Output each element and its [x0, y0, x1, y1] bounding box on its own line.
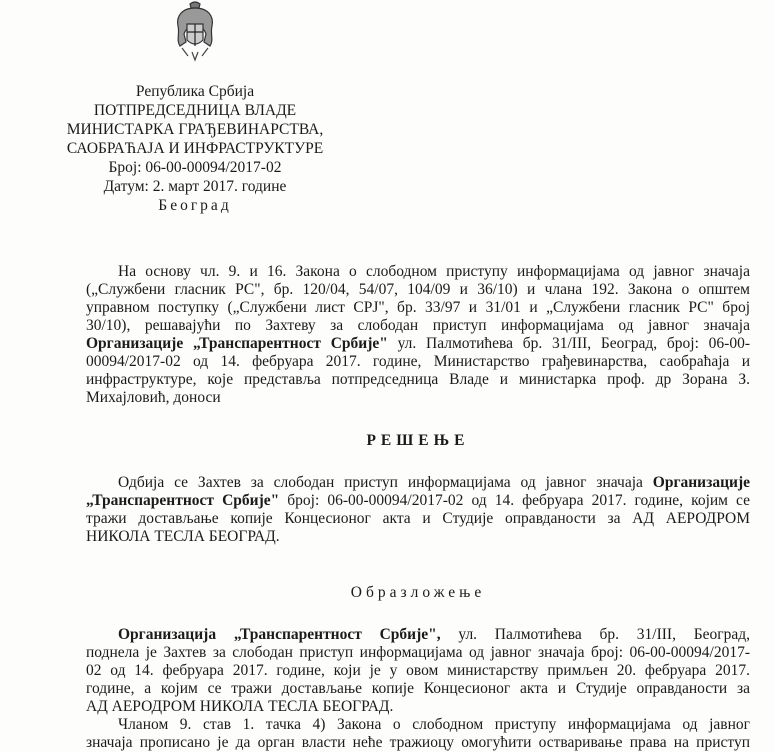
rationale-paragraph [86, 626, 750, 752]
decision-heading: РЕШЕЊЕ [366, 432, 470, 449]
office-title: ПОТПРЕДСЕДНИЦА ВЛАДЕ [93, 102, 297, 119]
text-line: НИКОЛА ТЕСЛА БЕОГРАД. [86, 528, 280, 545]
issuer-header [30, 82, 360, 215]
text-line: поднела је Захтев за слободан приступ информацијама од јавног значаја број: 06-00-00094/2017- [86, 644, 750, 661]
text-line: инфраструктуре, које представља потпредседница Владе и министарка проф. др Зорана З. [86, 371, 750, 388]
text-line: године, а којим се тражи достављање копије Концесионог акта и Студије оправданости за [86, 680, 750, 697]
text-line: На основу чл. 9. и 16. Закона о слободном приступу информацијама од јавног значаја [118, 263, 750, 280]
text-line: тражи достављање копије Концесионог акта и Студије оправданости за АД АЕРОДРОМ [86, 510, 750, 527]
text-line: 00094/2017-02 од 14. фебруара 2017. године, Министарство грађевинарства, саобраћаја и [86, 353, 750, 370]
document-number: Број: 06-00-00094/2017-02 [108, 159, 282, 176]
text-line: 30/10), решавајући по Захтеву за слободан приступ информацијама од јавног значаја [86, 317, 750, 334]
text-line: „Транспарентност Србије" број: 06-00-00094/2017-02 од 14. фебруара 2017. године, којим се [86, 492, 751, 509]
ministry-title-line1: МИНИСТАРКА ГРАЂЕВИНАРСТВА, [66, 121, 324, 138]
document-date: Датум: 2. март 2017. године [103, 178, 287, 195]
text-line: Организација „Транспарентност Србије", ул. Палмотићева бр. 31/III, Београд, [118, 626, 750, 643]
ministry-title-line2: САОБРАЋАЈА И ИНФРАСТРУКТУРЕ [66, 140, 324, 157]
country-name: Република Србија [135, 83, 255, 100]
text-line: значаја прописано је да орган власти неће тражиоцу омогућити остваривање права на приступ [86, 734, 750, 751]
text-line: Чланом 9. став 1. тачка 4) Закона о слободном приступу информацијама од јавног [118, 716, 750, 733]
text-line: АД АЕРОДРОМ НИКОЛА ТЕСЛА БЕОГРАД. [86, 698, 394, 715]
coat-of-arms-icon [172, 0, 218, 62]
intro-paragraph [86, 263, 750, 407]
text-line: управном поступку („Службени лист СРЈ", бр. 33/97 и 31/01 и „Службени гласник РС" број [86, 299, 750, 316]
document-city: Београд [158, 197, 232, 214]
text-line: Организације „Транспарентност Србије" ул. Палмотићева бр. 31/III, Београд, број: 06-00- [86, 335, 750, 352]
text-line: Одбија се Захтев за слободан приступ информацијама од јавног значаја Организације [118, 474, 750, 491]
text-line: 02 од 14. фебруара 2017. године, који је у овом министарству примљен 20. фебруара 2017. [86, 662, 750, 679]
rationale-heading: Образложење [350, 584, 486, 601]
text-line: Михајловић, доноси [86, 389, 221, 406]
text-line: („Службени гласник РС", бр. 120/04, 54/07, 104/09 и 36/10) и члана 192. Закона о општем [86, 281, 750, 298]
organization-name: Организације „Транспарентност Србије" [86, 335, 388, 352]
decision-paragraph [86, 474, 750, 546]
